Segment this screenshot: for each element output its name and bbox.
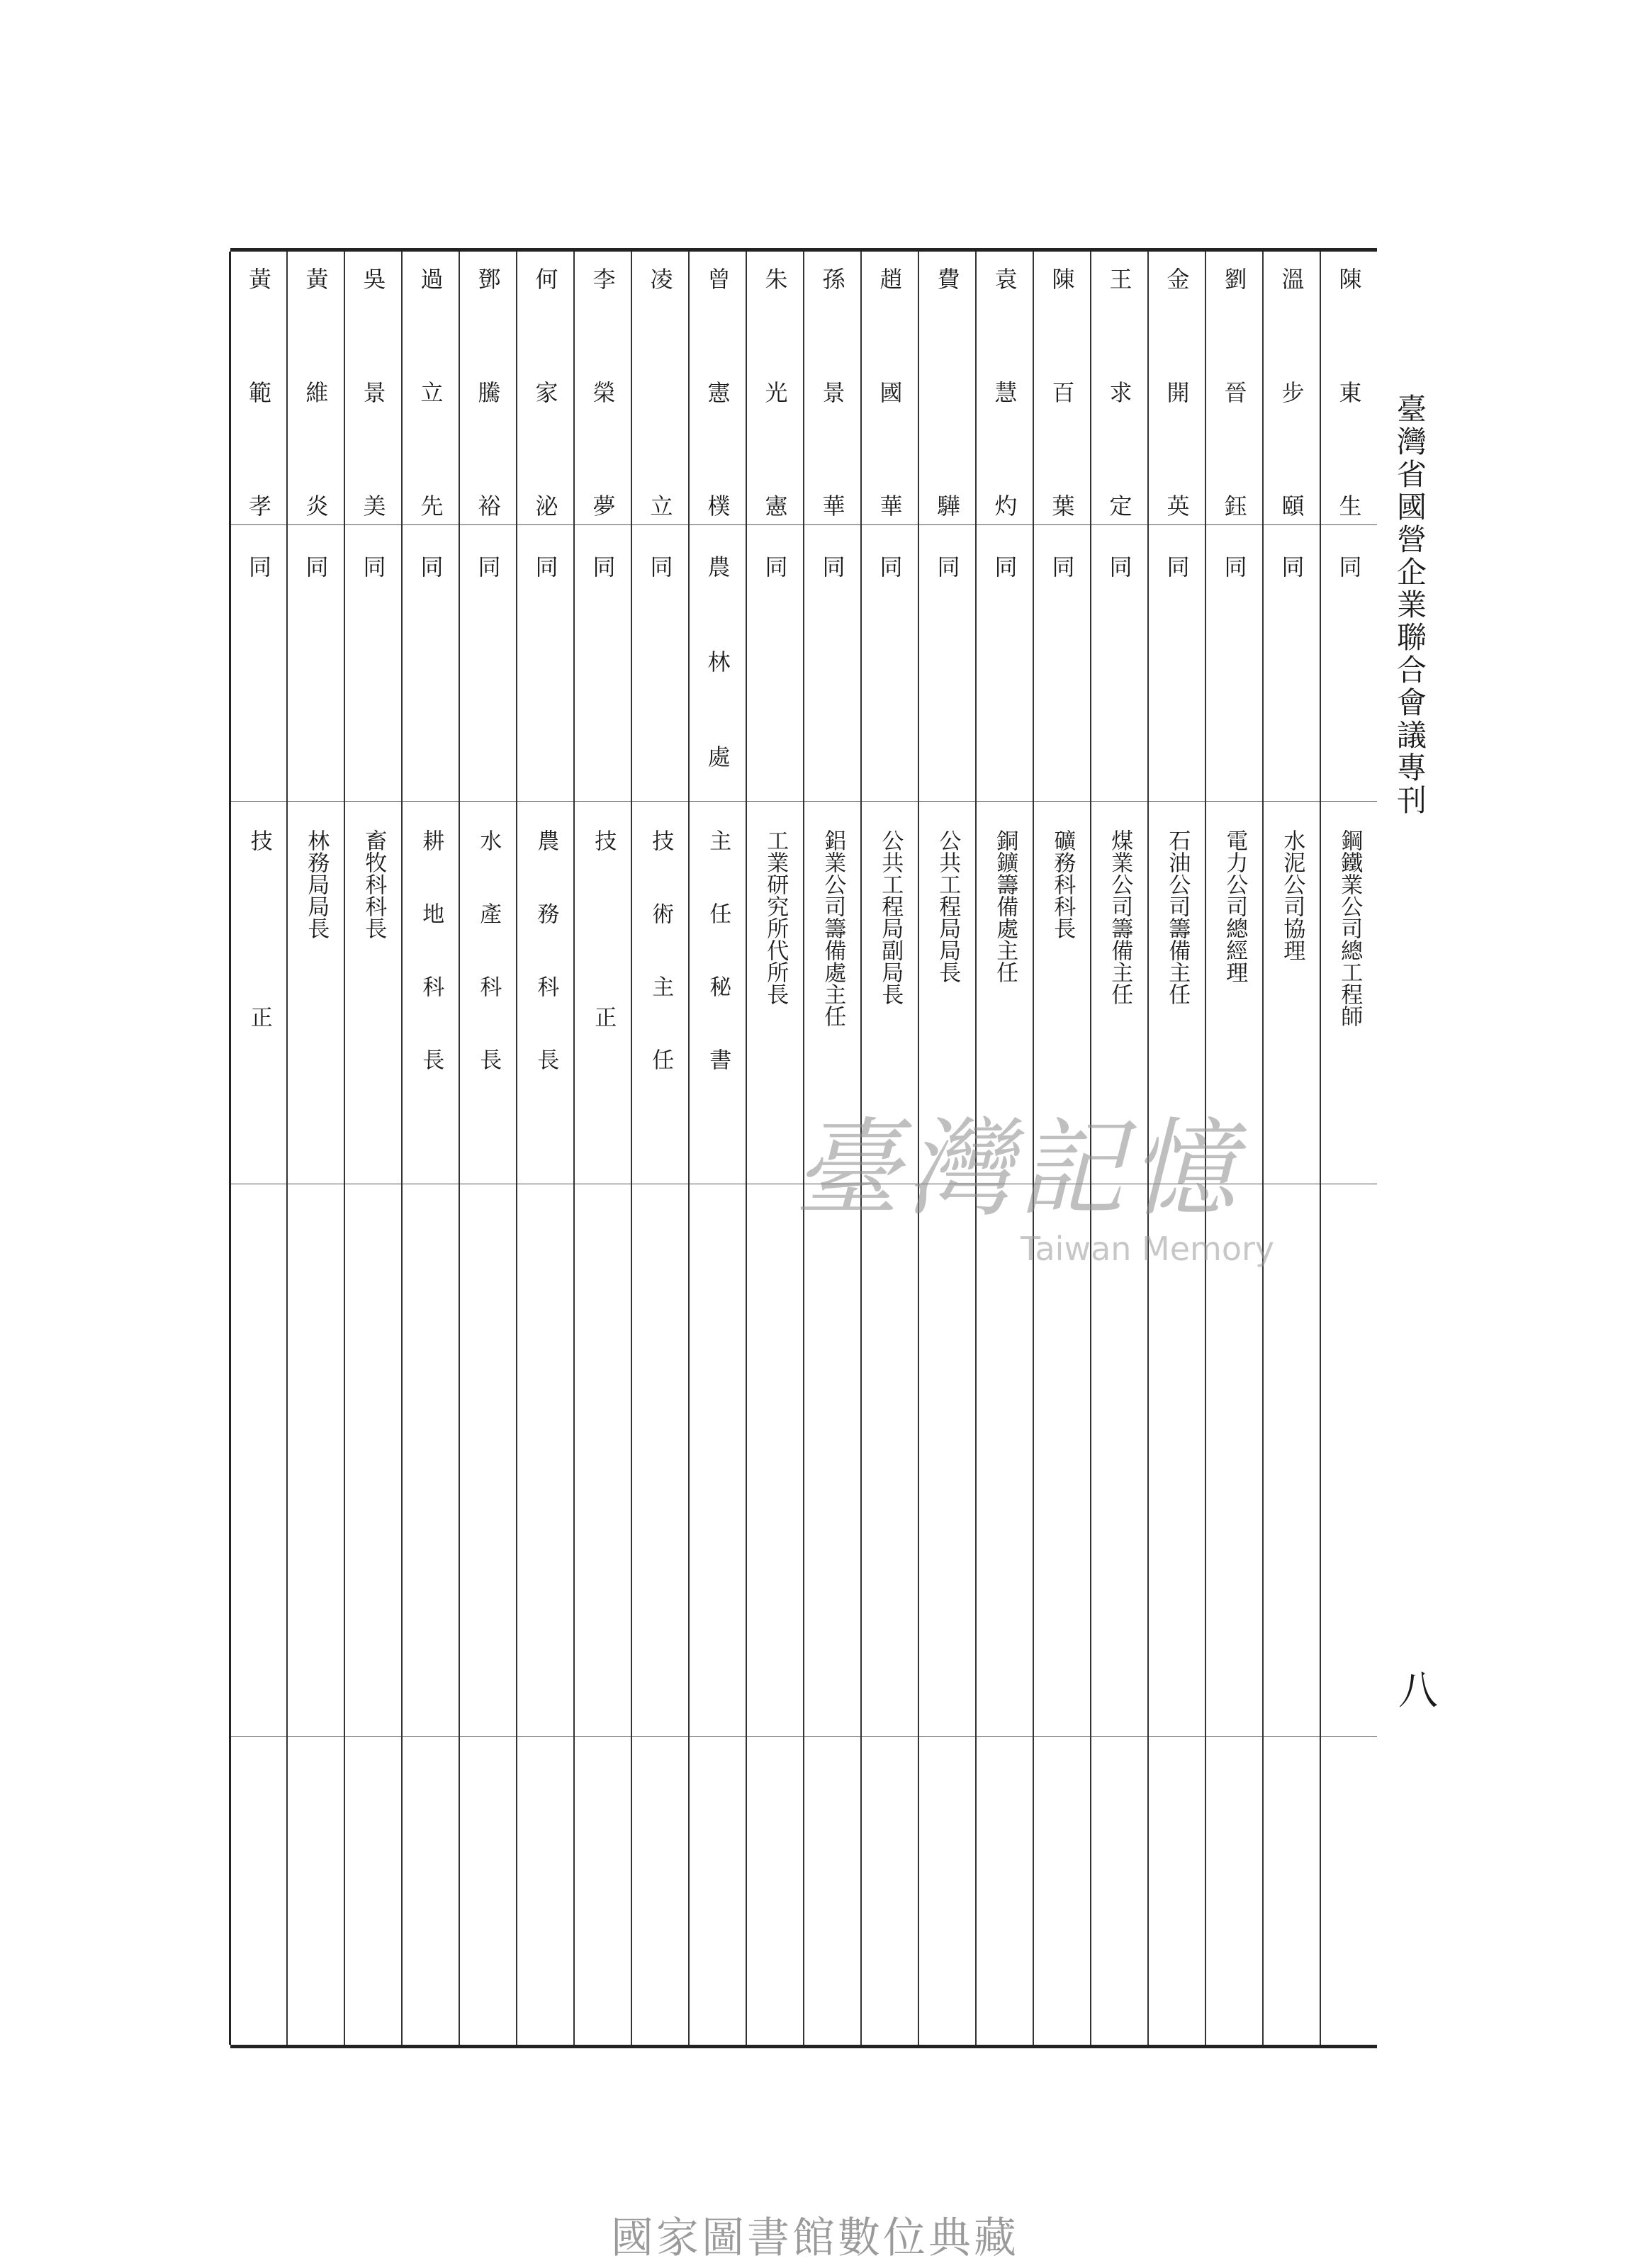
organization: 同 <box>1278 555 1305 578</box>
organization: 同 <box>1048 555 1076 578</box>
position-title: 礦務科科長 <box>1050 829 1076 939</box>
organization: 同 <box>417 555 444 578</box>
organization: 同 <box>1220 555 1248 578</box>
row-divider <box>862 1736 918 1737</box>
person-name: 黃維炎 <box>302 267 330 517</box>
position-title-cell <box>1321 829 1377 1439</box>
roster-row <box>286 252 344 2045</box>
position-title-cell <box>460 829 516 1439</box>
organization: 同 <box>1163 555 1191 578</box>
position-title: 技正 <box>590 829 617 1028</box>
person-name: 曾憲樸 <box>704 267 731 517</box>
organization: 同 <box>761 555 789 578</box>
organization: 同 <box>991 555 1018 578</box>
roster-row <box>573 252 631 2045</box>
person-name: 吳景美 <box>359 267 387 517</box>
person-name: 溫步頤 <box>1278 267 1305 517</box>
row-divider <box>403 1736 459 1737</box>
roster-row <box>344 252 401 2045</box>
watermark-english-logotype: Taiwan Memory <box>1021 1230 1275 1268</box>
row-divider <box>1149 1736 1205 1737</box>
position-title-cell <box>345 829 401 1439</box>
organization: 農林處 <box>704 555 731 768</box>
position-title-cell <box>517 829 573 1439</box>
row-divider <box>747 1736 803 1737</box>
organization: 同 <box>819 555 846 578</box>
page-number: 八 <box>1392 1669 1438 1709</box>
position-title: 鋁業公司籌備處主任 <box>820 829 846 1027</box>
position-title: 電力公司總經理 <box>1222 829 1248 983</box>
row-divider <box>231 1736 286 1737</box>
watermark <box>794 1108 1290 1272</box>
row-divider <box>690 1736 746 1737</box>
position-title: 主任秘書 <box>705 829 731 1070</box>
roster-row <box>229 252 286 2045</box>
roster-row <box>459 252 516 2045</box>
person-name: 趙國華 <box>876 267 904 517</box>
position-title: 銅鑛籌備處主任 <box>992 829 1018 983</box>
position-title: 工業研究所代所長 <box>763 829 789 1005</box>
row-divider <box>1321 1736 1377 1737</box>
position-title: 技術主任 <box>648 829 674 1070</box>
position-title: 煤業公司籌備主任 <box>1107 829 1133 1005</box>
position-title: 技正 <box>246 829 272 1028</box>
row-divider <box>919 1736 975 1737</box>
person-name: 李榮夢 <box>589 267 617 517</box>
roster-row <box>516 252 573 2045</box>
position-title: 石油公司籌備主任 <box>1164 829 1191 1005</box>
organization: 同 <box>1106 555 1133 578</box>
position-title-cell <box>231 829 286 1439</box>
person-name: 王求定 <box>1106 267 1133 517</box>
position-title: 水產科長 <box>476 829 502 1070</box>
position-title-cell <box>403 829 459 1439</box>
organization: 同 <box>359 555 387 578</box>
roster-row <box>688 252 746 2045</box>
person-name: 何家泌 <box>532 267 559 517</box>
roster-row <box>631 252 688 2045</box>
organization: 同 <box>532 555 559 578</box>
person-name: 袁慧灼 <box>991 267 1018 517</box>
position-title: 水泥公司協理 <box>1279 829 1305 961</box>
organization: 同 <box>646 555 674 578</box>
organization: 同 <box>876 555 904 578</box>
row-divider <box>288 1736 344 1737</box>
row-divider <box>460 1736 516 1737</box>
organization: 同 <box>933 555 961 578</box>
position-title: 農務科長 <box>533 829 559 1070</box>
row-divider <box>804 1736 860 1737</box>
position-title: 公共工程局局長 <box>935 829 961 983</box>
running-head: 臺灣省國營企業聯合會議專刊 <box>1393 393 1427 817</box>
footer-credit: 國家圖書館數位典藏 <box>611 2213 1019 2263</box>
position-title-cell <box>575 829 631 1439</box>
organization: 同 <box>589 555 617 578</box>
organization: 同 <box>1335 555 1363 578</box>
position-title: 畜牧科科長 <box>361 829 387 939</box>
position-title: 鋼鐵業公司總工程師 <box>1337 829 1363 1027</box>
position-title: 林務局局長 <box>303 829 330 939</box>
person-name: 鄧騰裕 <box>474 267 502 517</box>
person-name: 黃範孝 <box>245 267 272 517</box>
organization: 同 <box>474 555 502 578</box>
row-divider <box>632 1736 688 1737</box>
position-title: 公共工程局副局長 <box>877 829 904 1005</box>
person-name: 凌立 <box>646 267 674 517</box>
row-divider <box>517 1736 573 1737</box>
position-title: 耕地科長 <box>418 829 444 1070</box>
row-divider <box>345 1736 401 1737</box>
person-name: 陳東生 <box>1335 267 1363 517</box>
person-name: 金開英 <box>1163 267 1191 517</box>
person-name: 孫景華 <box>819 267 846 517</box>
person-name: 費驊 <box>933 267 961 517</box>
row-divider <box>977 1736 1033 1737</box>
position-title-cell <box>632 829 688 1439</box>
position-title-cell <box>690 829 746 1439</box>
person-name: 過立先 <box>417 267 444 517</box>
row-divider <box>1264 1736 1320 1737</box>
roster-row <box>1320 252 1377 2045</box>
person-name: 劉晉鈺 <box>1220 267 1248 517</box>
roster-row <box>401 252 459 2045</box>
row-divider <box>1206 1736 1262 1737</box>
organization: 同 <box>302 555 330 578</box>
row-divider <box>1091 1736 1147 1737</box>
watermark-chinese-logotype: 臺灣記憶 <box>794 1108 1242 1231</box>
row-divider <box>575 1736 631 1737</box>
row-divider <box>1034 1736 1090 1737</box>
organization: 同 <box>245 555 272 578</box>
position-title-cell <box>288 829 344 1439</box>
person-name: 朱光憲 <box>761 267 789 517</box>
person-name: 陳百葉 <box>1048 267 1076 517</box>
